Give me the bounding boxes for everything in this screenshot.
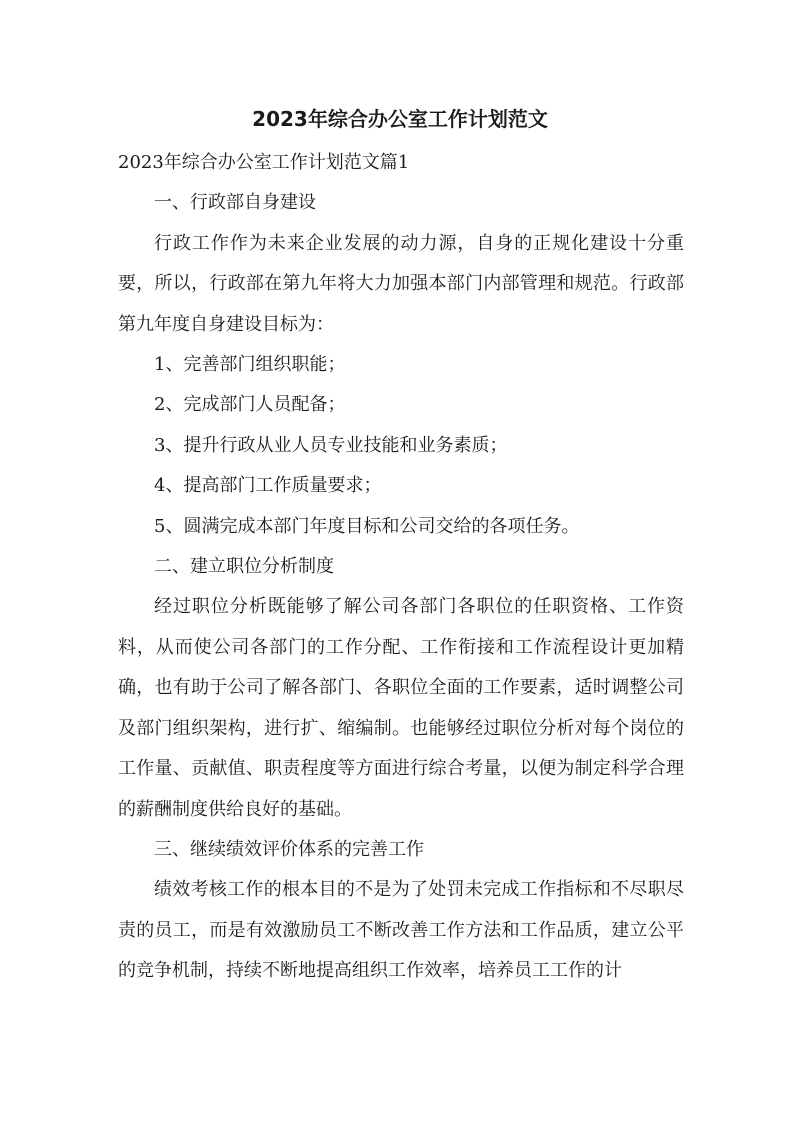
paragraph-intro: 行政工作作为未来企业发展的动力源，自身的正规化建设十分重要，所以，行政部在第九年将大力加强本部门内部管理和规范。行政部第九年度自身建设目标为： <box>118 232 684 335</box>
list-item-5: 5、圆满完成本部门年度目标和公司交给的各项任务。 <box>154 515 580 537</box>
heading-2: 二、建立职位分析制度 <box>154 556 334 578</box>
document-title: 2023年综合办公室工作计划范文 <box>252 107 548 131</box>
list-item-3: 3、提升行政从业人员专业技能和业务素质； <box>154 434 508 456</box>
list-item-4: 4、提高部门工作质量要求； <box>154 475 382 497</box>
heading-1: 一、行政部自身建设 <box>154 192 316 214</box>
paragraph-job-analysis: 经过职位分析既能够了解公司各部门各职位的任职资格、工作资料，从而使公司各部门的工作分配、工作衔接和工作流程设计更加精确，也有助于公司了解各部门、各职位全面的工作要素，适时调整公司及部门组织架构，进行扩、缩编制。也能够经过职位分析对每个岗位的工作量、贡献值、职责程度等方面进行综合考量，以便为制定科学合理的薪酬制度供给良好的基础。 <box>118 596 684 820</box>
paragraph-performance: 绩效考核工作的根本目的不是为了处罚未完成工作指标和不尽职尽责的员工，而是有效激励员工不断改善工作方法和工作品质，建立公平的竞争机制，持续不断地提高组织工作效率，培养员工工作的计 <box>118 879 684 982</box>
heading-3: 三、继续绩效评价体系的完善工作 <box>154 838 424 860</box>
list-item-1: 1、完善部门组织职能； <box>154 354 346 376</box>
section-subtitle: 2023年综合办公室工作计划范文篇1 <box>118 152 410 173</box>
document-body <box>118 143 684 992</box>
list-item-2: 2、完成部门人员配备； <box>154 394 346 416</box>
